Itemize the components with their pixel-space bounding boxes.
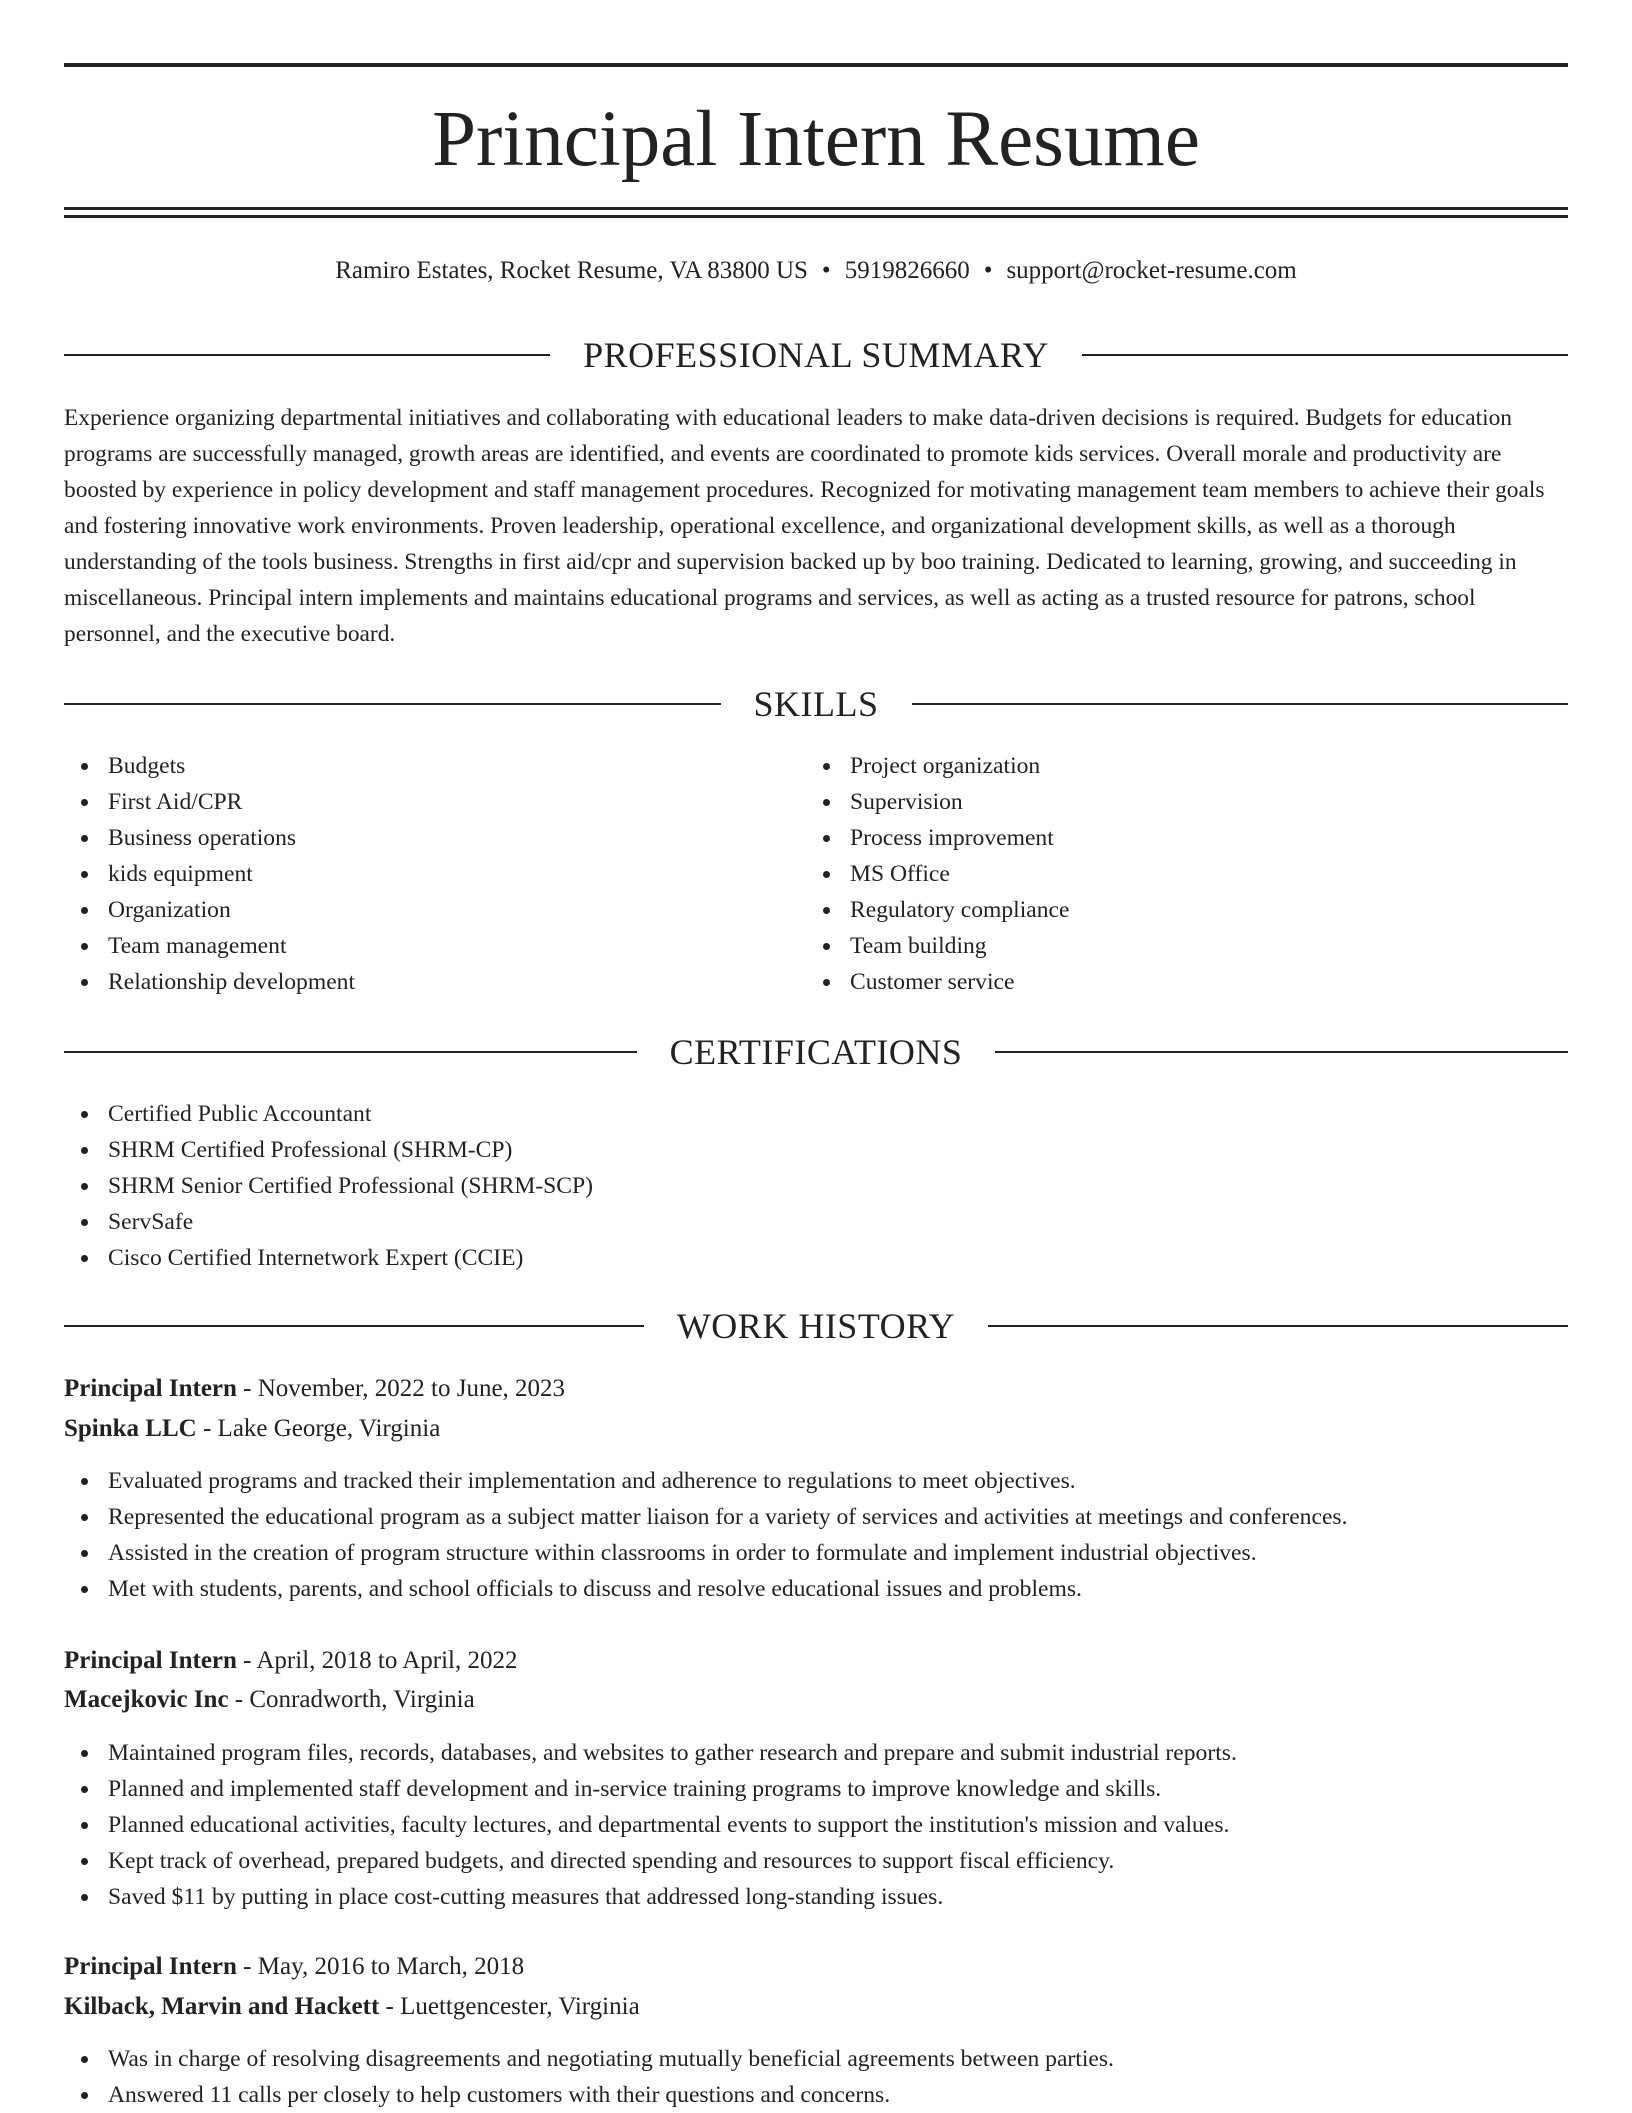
title-rule-lower — [64, 215, 1568, 218]
contact-separator: • — [983, 257, 993, 284]
job-dates: - April, 2018 to April, 2022 — [236, 1647, 518, 1674]
job-title-line — [64, 1644, 517, 1678]
job-dates: - May, 2016 to March, 2018 — [236, 1953, 525, 1980]
skill-item: Team building — [806, 928, 1506, 964]
job-title-line — [64, 1372, 565, 1406]
job-bullets-block — [64, 1735, 1568, 1915]
job-bullet: Kept track of overhead, prepared budgets, and directed spending and resources to support fiscal efficiency. — [64, 1843, 1568, 1879]
job-bullet: Answered 11 calls per closely to help customers with their questions and concerns. — [64, 2077, 1568, 2113]
job-company: Kilback, Marvin and Hackett — [64, 1993, 380, 2020]
certifications-block — [64, 1096, 1568, 1276]
contact-phone: 5919826660 — [844, 257, 970, 284]
heading-rule-right — [912, 703, 1569, 705]
job-location: - Luettgencester, Virginia — [379, 1993, 640, 2020]
heading-rule-left — [64, 1325, 644, 1327]
skills-column-right — [806, 748, 1506, 1000]
skill-item: First Aid/CPR — [64, 784, 764, 820]
job-title: Principal Intern — [64, 1953, 237, 1980]
job-company: Macejkovic Inc — [64, 1686, 229, 1713]
section-heading-label: PROFESSIONAL SUMMARY — [583, 335, 1049, 375]
heading-rule-right — [1082, 354, 1568, 356]
skill-item: Supervision — [806, 784, 1506, 820]
contact-email: support@rocket-resume.com — [1006, 257, 1297, 284]
job-bullets — [64, 2041, 1568, 2113]
job-bullet: Maintained program files, records, databases, and websites to gather research and prepare and submit industrial reports. — [64, 1735, 1568, 1771]
section-heading-summary — [64, 333, 1568, 377]
job-bullet: Was in charge of resolving disagreements and negotiating mutually beneficial agreements between parties. — [64, 2041, 1568, 2077]
contact-line — [64, 254, 1568, 288]
skill-item: Customer service — [806, 964, 1506, 1000]
job-company-line — [64, 1412, 440, 1446]
title-rule-upper — [64, 207, 1568, 210]
skill-item: Relationship development — [64, 964, 764, 1000]
top-rule — [64, 63, 1568, 67]
skills-list-right — [806, 748, 1506, 1000]
section-heading-work-history — [64, 1304, 1568, 1348]
job-bullet: Evaluated programs and tracked their implementation and adherence to regulations to meet objectives. — [64, 1463, 1568, 1499]
job-bullet: Planned educational activities, faculty lectures, and departmental events to support the institution's mission and values. — [64, 1807, 1568, 1843]
skill-item: Team management — [64, 928, 764, 964]
heading-rule-right — [995, 1051, 1568, 1053]
certifications-list — [64, 1096, 1568, 1276]
skills-list-left — [64, 748, 764, 1000]
job-bullet: Assisted in the creation of program structure within classrooms in order to formulate and implement industrial objectives. — [64, 1535, 1568, 1571]
heading-rule-left — [64, 354, 550, 356]
certification-item: Certified Public Accountant — [64, 1096, 1568, 1132]
job-location: - Lake George, Virginia — [196, 1415, 441, 1442]
job-company-line — [64, 1683, 475, 1717]
job-bullets — [64, 1463, 1568, 1607]
skill-item: Project organization — [806, 748, 1506, 784]
skills-column-left — [64, 748, 764, 1000]
job-title: Principal Intern — [64, 1647, 237, 1674]
contact-separator: • — [821, 257, 831, 284]
job-bullet: Saved $11 by putting in place cost-cutting measures that addressed long-standing issues. — [64, 1879, 1568, 1915]
section-heading-label: CERTIFICATIONS — [669, 1032, 963, 1072]
job-bullets-block — [64, 2041, 1568, 2113]
job-title: Principal Intern — [64, 1375, 237, 1402]
job-bullet: Represented the educational program as a subject matter liaison for a variety of services and activities at meetings and conferences. — [64, 1499, 1568, 1535]
skill-item: Process improvement — [806, 820, 1506, 856]
heading-rule-left — [64, 1051, 637, 1053]
certification-item: SHRM Senior Certified Professional (SHRM-SCP) — [64, 1168, 1568, 1204]
certification-item: ServSafe — [64, 1204, 1568, 1240]
section-heading-label: WORK HISTORY — [676, 1306, 956, 1346]
job-bullets — [64, 1735, 1568, 1915]
section-heading-certifications — [64, 1030, 1568, 1074]
certification-item: Cisco Certified Internetwork Expert (CCIE) — [64, 1240, 1568, 1276]
job-location: - Conradworth, Virginia — [228, 1686, 475, 1713]
skill-item: MS Office — [806, 856, 1506, 892]
skill-item: Organization — [64, 892, 764, 928]
heading-rule-right — [988, 1325, 1568, 1327]
summary-paragraph: Experience organizing departmental initiatives and collaborating with educational leaders to make data-driven decisions is required. Budgets for education programs are successfully managed, growth areas are identified, and events are coordinated to promote kids services. Overall morale and productivity are boosted by experience in policy development and staff management procedures. Recognized for motivating management team members to achieve their goals and fostering innovative work environments. Proven leadership, operational excellence, and organizational development skills, as well as a thorough understanding of the tools business. Strengths in first aid/cpr and supervision backed up by boo training. Dedicated to learning, growing, and succeeding in miscellaneous. Principal intern implements and maintains educational programs and services, as well as acting as a trusted resource for patrons, school personnel, and the executive board. — [64, 405, 1545, 647]
job-company-line — [64, 1990, 640, 2024]
job-bullet: Planned and implemented staff development and in-service training programs to improve knowledge and skills. — [64, 1771, 1568, 1807]
skill-item: kids equipment — [64, 856, 764, 892]
skill-item: Business operations — [64, 820, 764, 856]
job-bullets-block — [64, 1463, 1568, 1607]
contact-address: Ramiro Estates, Rocket Resume, VA 83800 US — [335, 257, 808, 284]
heading-rule-left — [64, 703, 721, 705]
section-heading-label: SKILLS — [753, 684, 879, 724]
job-bullet: Met with students, parents, and school officials to discuss and resolve educational issues and problems. — [64, 1571, 1568, 1607]
certification-item: SHRM Certified Professional (SHRM-CP) — [64, 1132, 1568, 1168]
skill-item: Budgets — [64, 748, 764, 784]
skill-item: Regulatory compliance — [806, 892, 1506, 928]
section-heading-skills — [64, 682, 1568, 726]
job-title-line — [64, 1950, 524, 1984]
job-dates: - November, 2022 to June, 2023 — [236, 1375, 566, 1402]
job-company: Spinka LLC — [64, 1415, 197, 1442]
page-title: Principal Intern Resume — [432, 96, 1200, 183]
